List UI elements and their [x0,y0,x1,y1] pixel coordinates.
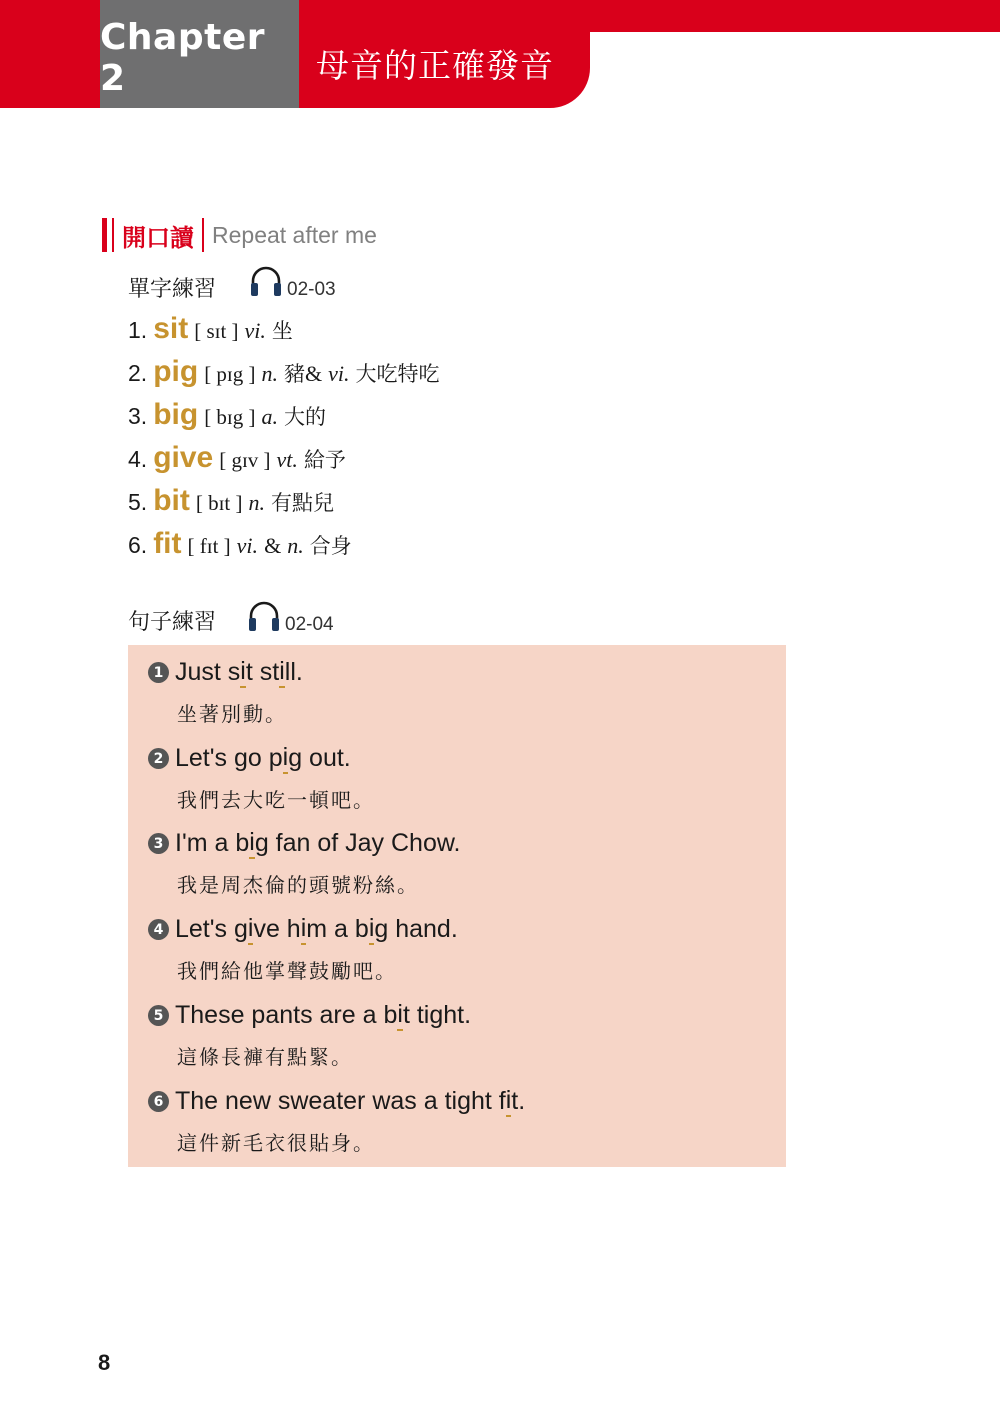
sentence-translation: 我們給他掌聲鼓勵吧。 [177,959,397,983]
sentence-translation: 坐著別動。 [177,702,287,726]
part-of-speech: a. [261,404,279,429]
word-row [128,355,440,398]
sentence-number-badge: 6 [148,1091,169,1112]
phonetic: [ fɪt ] [187,534,231,558]
word-number: 4. [128,446,148,472]
headword: pig [153,355,199,388]
sentence-english [148,828,461,859]
sentence-translation: 這件新毛衣很貼身。 [177,1131,375,1155]
sentence-text: I'm a b [175,829,250,857]
headphones-icon[interactable] [249,265,283,299]
chapter-tab [100,0,299,108]
sentence-box [128,645,786,1167]
words-label: 單字練習 [128,277,217,302]
vowel-highlight: i [283,743,289,774]
sentence-translation: 我們去大吃一頓吧。 [177,788,375,812]
phonetic: [ bɪt ] [195,491,243,515]
phonetic: [ gɪv ] [219,448,271,472]
words-track-number: 02-03 [287,279,336,300]
vowel-highlight: i [301,914,307,945]
part-of-speech: vi. [328,361,350,386]
sentence-english [148,657,303,688]
section-bar-thick [102,218,107,252]
sentence-number-badge: 1 [148,662,169,683]
sentence-number-badge: 3 [148,833,169,854]
sentence-text: Let's go p [175,744,283,772]
section-title: 開口讀 [122,223,194,252]
word-row [128,398,440,441]
vowel-highlight: i [249,828,255,859]
word-number: 3. [128,403,148,429]
part-of-speech: n. [261,361,279,386]
word-list [128,312,440,570]
sentence-item [148,914,458,984]
headword: bit [153,484,190,517]
vowel-highlight: i [279,657,285,688]
word-number: 5. [128,489,148,515]
part-of-speech: vi. [244,318,266,343]
page-number: 8 [98,1350,111,1375]
ampersand: & [305,361,323,386]
word-row [128,527,440,570]
sentence-text: t st [245,658,280,686]
headword: give [153,441,214,474]
phonetic: [ pɪg ] [204,362,256,386]
meaning: 給予 [303,448,346,472]
word-number: 6. [128,532,148,558]
sentence-text: Let's g [175,915,248,943]
sentence-text: ll. [284,658,303,686]
sentence-text: t tight. [402,1001,472,1029]
vowel-highlight: i [240,657,246,688]
ampersand: & [264,533,282,558]
meaning: 坐 [271,319,293,343]
chapter-label: Chapter 2 [100,17,265,99]
sentence-text: t. [511,1087,526,1115]
sentence-text: The new sweater was a tight f [175,1087,506,1115]
sentence-text: m a b [306,915,369,943]
headword: fit [153,527,182,560]
section-bar-thin [112,218,114,252]
meaning: 豬 [284,362,306,386]
sentence-item [148,657,303,727]
phonetic: [ bɪg ] [204,405,256,429]
sentence-english [148,1086,525,1117]
meaning: 大吃特吃 [355,362,440,386]
meaning: 合身 [309,534,352,558]
phonetic: [ sɪt ] [194,319,239,343]
meaning: 有點兒 [271,491,334,515]
part-of-speech: n. [287,533,304,558]
sentence-text: Just s [175,658,241,686]
part-of-speech: vi. [236,533,259,558]
sentence-number-badge: 4 [148,919,169,940]
sentence-item [148,1086,525,1156]
sentence-translation: 我是周杰倫的頭號粉絲。 [177,873,419,897]
headword: sit [153,312,189,345]
word-row [128,312,440,355]
sentence-number-badge: 2 [148,748,169,769]
section-divider [202,218,204,252]
sentence-english [148,1000,471,1031]
sentences-track-number: 02-04 [285,614,334,635]
headphones-icon[interactable] [247,600,281,634]
part-of-speech: vt. [276,447,298,472]
section-heading [102,216,377,254]
meaning: 大的 [284,405,327,429]
sentence-text: These pants are a b [175,1001,398,1029]
word-row [128,484,440,527]
sentence-text: g hand. [374,915,458,943]
part-of-speech: n. [248,490,265,515]
sentence-item [148,828,461,898]
headword: big [153,398,199,431]
section-subtitle: Repeat after me [212,221,377,248]
vowel-highlight: i [248,914,254,945]
vowel-highlight: i [506,1086,512,1117]
sentence-number-badge: 5 [148,1005,169,1026]
sentence-text: g out. [288,744,351,772]
word-row [128,441,440,484]
sentences-label: 句子練習 [128,610,217,635]
vowel-highlight: i [369,914,375,945]
sentence-text: g fan of Jay Chow. [254,829,461,857]
sentence-english [148,743,375,774]
sentence-text: ve h [253,915,301,943]
sentence-english [148,914,458,945]
word-number: 2. [128,360,148,386]
word-number: 1. [128,317,148,343]
sentence-translation: 這條長褲有點緊。 [177,1045,353,1069]
sentence-item [148,743,375,813]
chapter-title: 母音的正確發音 [316,46,554,85]
sentence-item [148,1000,471,1070]
vowel-highlight: i [397,1000,403,1031]
